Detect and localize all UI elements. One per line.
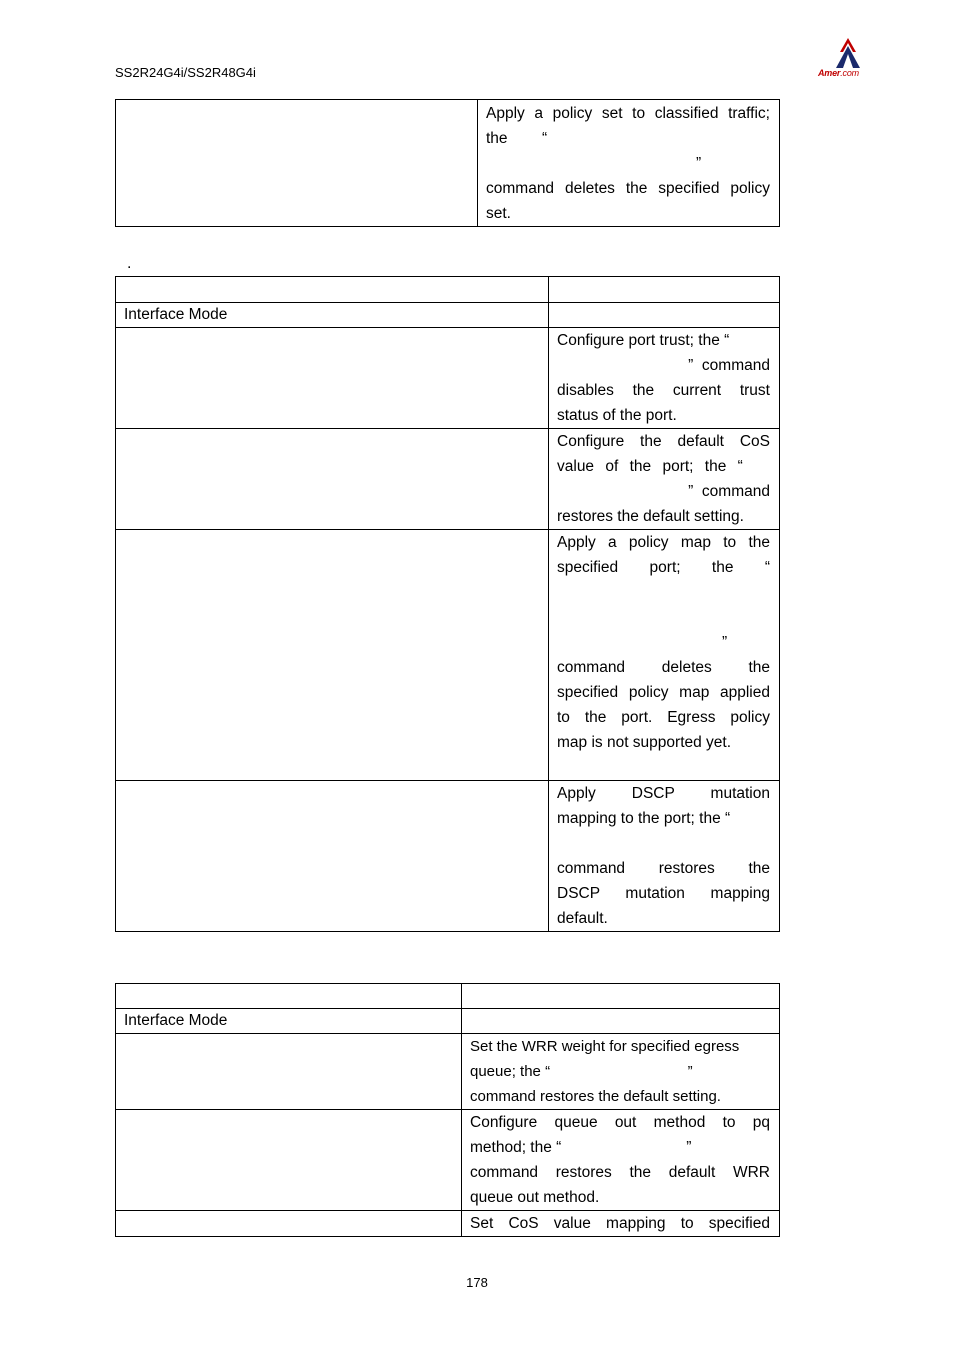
mode-cell: Interface Mode	[116, 303, 549, 328]
description-cell: Configure queue out method to pq method; the “ ” command restores the default WRR queue out method.	[462, 1110, 780, 1211]
document-header-model: SS2R24G4i/SS2R48G4i	[115, 65, 256, 80]
header-cell-command	[116, 984, 462, 1009]
logo-triangle-icon	[818, 36, 878, 70]
command-cell	[116, 1211, 462, 1237]
description-cell: Apply a policy map to the specified port; the “ ” command deletes the specified policy map applied to the port. Egress policy map is not supported yet.	[549, 530, 780, 781]
table-header-row	[116, 277, 780, 303]
page-number: 178	[466, 1275, 488, 1290]
table-row	[116, 100, 780, 227]
table-row	[116, 1034, 780, 1110]
policy-set-table	[115, 99, 780, 227]
command-cell	[116, 1034, 462, 1110]
header-cell-command	[116, 277, 549, 303]
command-cell	[116, 781, 549, 932]
mode-empty-cell	[462, 1009, 780, 1034]
table-row	[116, 530, 780, 781]
description-cell: Set the WRR weight for specified egress queue; the “ ” command restores the default setting.	[462, 1034, 780, 1110]
queue-config-table	[115, 983, 780, 1237]
description-cell: Apply DSCP mutation mapping to the port; the “ command restores the DSCP mutation mapping default.	[549, 781, 780, 932]
mode-empty-cell	[549, 303, 780, 328]
table-row	[116, 1211, 780, 1237]
amer-logo	[818, 36, 878, 82]
section-marker: .	[127, 255, 132, 272]
header-cell-explanation	[549, 277, 780, 303]
interface-qos-table	[115, 276, 780, 932]
table-row	[116, 781, 780, 932]
description-cell: Configure port trust; the “ ” command disables the current trust status of the port.	[549, 328, 780, 429]
table-mode-row	[116, 303, 780, 328]
table-header-row	[116, 984, 780, 1009]
mode-cell: Interface Mode	[116, 1009, 462, 1034]
table-row	[116, 429, 780, 530]
command-cell	[116, 429, 549, 530]
description-cell: Configure the default CoS value of the port; the “ ” command restores the default setting.	[549, 429, 780, 530]
command-cell	[116, 1110, 462, 1211]
table-mode-row	[116, 1009, 780, 1034]
description-cell: Apply a policy set to classified traffic; the “ ” command deletes the specified policy set.	[478, 100, 780, 227]
logo-word: Amer.com	[818, 68, 859, 78]
command-cell	[116, 530, 549, 781]
table-row	[116, 328, 780, 429]
command-cell	[116, 100, 478, 227]
description-cell: Set CoS value mapping to specified	[462, 1211, 780, 1237]
command-cell	[116, 328, 549, 429]
header-cell-explanation	[462, 984, 780, 1009]
table-row	[116, 1110, 780, 1211]
